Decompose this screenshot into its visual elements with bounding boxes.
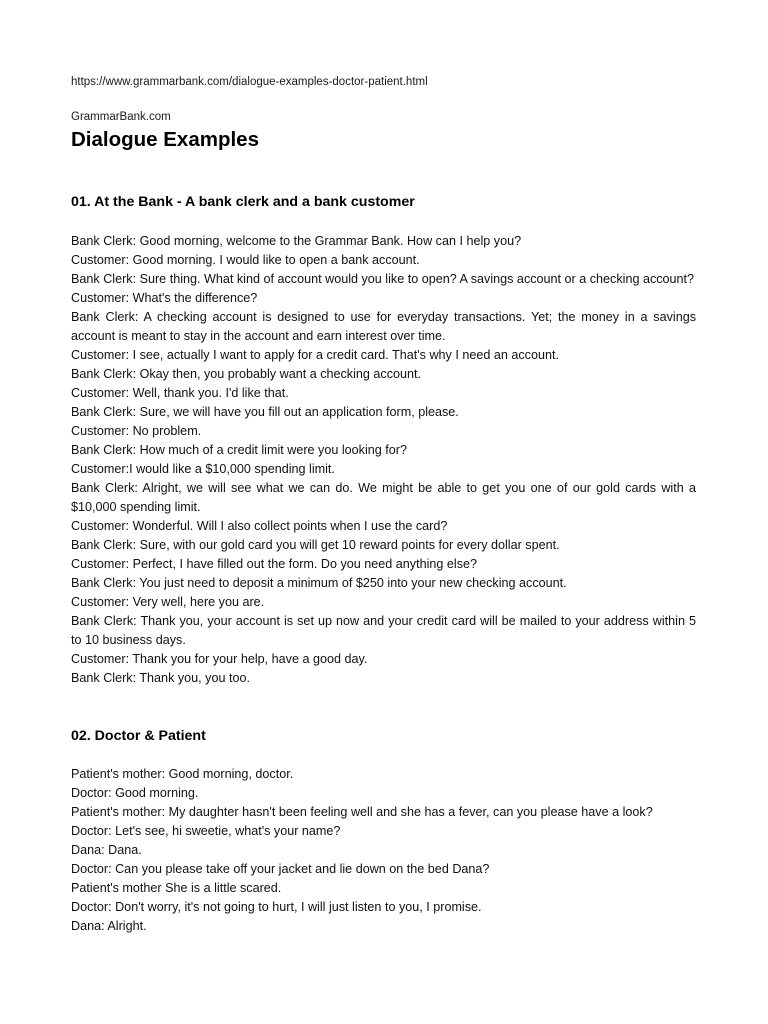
dialogue-doctor [71, 765, 696, 936]
dialogue-line: Bank Clerk: Okay then, you probably want a checking account. [71, 367, 422, 381]
dialogue-line: Dana: Alright. [71, 919, 147, 933]
dialogue-line: Customer: No problem. [71, 424, 202, 438]
dialogue-line: Bank Clerk: Thank you, your account is set up now and your credit card will be mailed to your address within 5 to 10 business days. [71, 614, 696, 647]
dialogue-line: Bank Clerk: Sure, we will have you fill out an application form, please. [71, 405, 459, 419]
dialogue-line: Customer: Good morning. I would like to open a bank account. [71, 253, 420, 267]
dialogue-line: Patient's mother: My daughter hasn't been feeling well and she has a fever, can you please have a look? [71, 805, 653, 819]
page-title: Dialogue Examples [71, 128, 259, 151]
dialogue-line: Customer: Well, thank you. I'd like that. [71, 386, 289, 400]
dialogue-line: Doctor: Good morning. [71, 786, 199, 800]
section-heading-bank: 01. At the Bank - A bank clerk and a bank customer [71, 194, 415, 210]
dialogue-line: Customer: Wonderful. Will I also collect points when I use the card? [71, 519, 448, 533]
dialogue-line: Customer: What's the difference? [71, 291, 258, 305]
dialogue-line: Dana: Dana. [71, 843, 142, 857]
dialogue-line: Patient's mother She is a little scared. [71, 881, 282, 895]
dialogue-line: Customer: Thank you for your help, have a good day. [71, 652, 368, 666]
dialogue-line: Customer:I would like a $10,000 spending limit. [71, 462, 335, 476]
dialogue-line: Doctor: Don't worry, it's not going to hurt, I will just listen to you, I promise. [71, 900, 482, 914]
dialogue-line: Bank Clerk: Good morning, welcome to the Grammar Bank. How can I help you? [71, 234, 522, 248]
dialogue-bank [71, 232, 696, 688]
dialogue-line: Bank Clerk: Sure thing. What kind of account would you like to open? A savings account or a checking account? [71, 272, 695, 286]
dialogue-line: Bank Clerk: A checking account is designed to use for everyday transactions. Yet; the money in a savings account is meant to stay in the account and earn interest over time. [71, 310, 696, 343]
dialogue-line: Customer: I see, actually I want to apply for a credit card. That's why I need an account. [71, 348, 559, 362]
dialogue-line: Bank Clerk: You just need to deposit a minimum of $250 into your new checking account. [71, 576, 567, 590]
dialogue-line: Customer: Perfect, I have filled out the form. Do you need anything else? [71, 557, 478, 571]
page-url: https://www.grammarbank.com/dialogue-examples-doctor-patient.html [71, 76, 428, 88]
dialogue-line: Patient's mother: Good morning, doctor. [71, 767, 294, 781]
dialogue-line: Doctor: Let's see, hi sweetie, what's your name? [71, 824, 341, 838]
dialogue-line: Doctor: Can you please take off your jacket and lie down on the bed Dana? [71, 862, 490, 876]
dialogue-line: Bank Clerk: Alright, we will see what we can do. We might be able to get you one of our gold cards with a $10,000 spending limit. [71, 481, 696, 514]
dialogue-line: Bank Clerk: Sure, with our gold card you will get 10 reward points for every dollar spent. [71, 538, 560, 552]
dialogue-line: Customer: Very well, here you are. [71, 595, 265, 609]
dialogue-line: Bank Clerk: Thank you, you too. [71, 671, 250, 685]
dialogue-line: Bank Clerk: How much of a credit limit were you looking for? [71, 443, 407, 457]
section-heading-doctor: 02. Doctor & Patient [71, 728, 206, 744]
site-name: GrammarBank.com [71, 111, 171, 123]
